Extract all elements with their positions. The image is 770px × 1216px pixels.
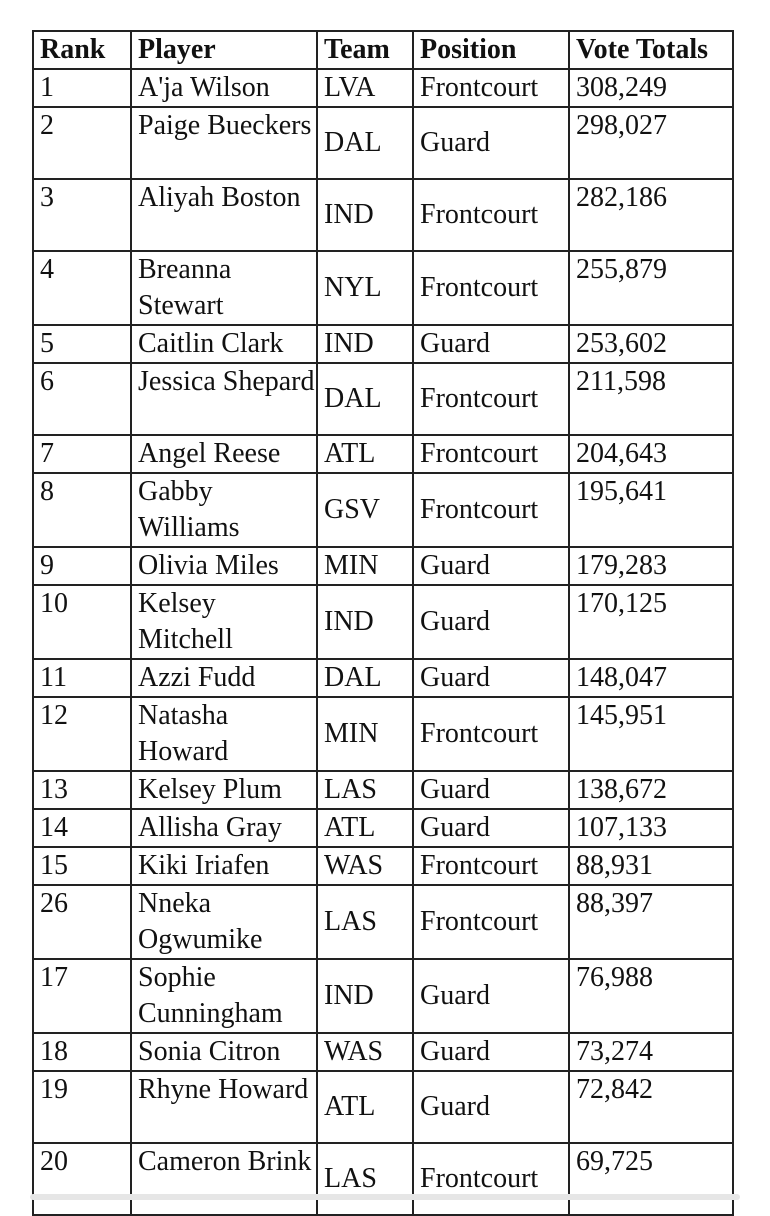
position-cell: Guard bbox=[413, 1071, 569, 1143]
rank-cell: 20 bbox=[33, 1143, 131, 1215]
rank-cell: 9 bbox=[33, 547, 131, 585]
scroll-indicator bbox=[30, 1194, 740, 1200]
table-row bbox=[33, 771, 733, 809]
position-cell: Guard bbox=[413, 771, 569, 809]
vote-total-cell: 76,988 bbox=[569, 959, 733, 1033]
table-row bbox=[33, 363, 733, 435]
table-row bbox=[33, 325, 733, 363]
table-row bbox=[33, 809, 733, 847]
position-cell: Guard bbox=[413, 959, 569, 1033]
header-rank: Rank bbox=[33, 31, 131, 69]
player-cell: Jessica Shepard bbox=[131, 363, 317, 435]
table-row bbox=[33, 69, 733, 107]
player-cell: Allisha Gray bbox=[131, 809, 317, 847]
header-position: Position bbox=[413, 31, 569, 69]
table-row bbox=[33, 1143, 733, 1215]
team-cell: LAS bbox=[317, 771, 413, 809]
team-cell: NYL bbox=[317, 251, 413, 325]
team-cell: LVA bbox=[317, 69, 413, 107]
player-cell: Azzi Fudd bbox=[131, 659, 317, 697]
vote-total-cell: 179,283 bbox=[569, 547, 733, 585]
team-cell: DAL bbox=[317, 107, 413, 179]
position-cell: Guard bbox=[413, 325, 569, 363]
header-team: Team bbox=[317, 31, 413, 69]
table-row bbox=[33, 585, 733, 659]
position-cell: Frontcourt bbox=[413, 847, 569, 885]
table-row bbox=[33, 1033, 733, 1071]
table-row bbox=[33, 107, 733, 179]
rank-cell: 8 bbox=[33, 473, 131, 547]
player-cell: Aliyah Boston bbox=[131, 179, 317, 251]
rank-cell: 14 bbox=[33, 809, 131, 847]
rank-cell: 3 bbox=[33, 179, 131, 251]
rank-cell: 6 bbox=[33, 363, 131, 435]
player-cell: Kelsey Mitchell bbox=[131, 585, 317, 659]
rank-cell: 15 bbox=[33, 847, 131, 885]
position-cell: Frontcourt bbox=[413, 1143, 569, 1215]
vote-total-cell: 138,672 bbox=[569, 771, 733, 809]
position-cell: Frontcourt bbox=[413, 435, 569, 473]
table-row bbox=[33, 1071, 733, 1143]
player-cell: Cameron Brink bbox=[131, 1143, 317, 1215]
team-cell: IND bbox=[317, 585, 413, 659]
rank-cell: 11 bbox=[33, 659, 131, 697]
player-cell: Angel Reese bbox=[131, 435, 317, 473]
position-cell: Frontcourt bbox=[413, 363, 569, 435]
player-cell: Nneka Ogwumike bbox=[131, 885, 317, 959]
vote-total-cell: 298,027 bbox=[569, 107, 733, 179]
player-cell: Kiki Iriafen bbox=[131, 847, 317, 885]
rank-cell: 18 bbox=[33, 1033, 131, 1071]
vote-total-cell: 88,931 bbox=[569, 847, 733, 885]
position-cell: Guard bbox=[413, 1033, 569, 1071]
rank-cell: 1 bbox=[33, 69, 131, 107]
vote-table-container bbox=[32, 30, 732, 1216]
team-cell: MIN bbox=[317, 697, 413, 771]
vote-total-cell: 73,274 bbox=[569, 1033, 733, 1071]
team-cell: WAS bbox=[317, 847, 413, 885]
vote-total-cell: 195,641 bbox=[569, 473, 733, 547]
player-cell: A'ja Wilson bbox=[131, 69, 317, 107]
position-cell: Frontcourt bbox=[413, 179, 569, 251]
position-cell: Guard bbox=[413, 585, 569, 659]
team-cell: ATL bbox=[317, 435, 413, 473]
team-cell: IND bbox=[317, 179, 413, 251]
rank-cell: 17 bbox=[33, 959, 131, 1033]
player-cell: Rhyne Howard bbox=[131, 1071, 317, 1143]
team-cell: LAS bbox=[317, 1143, 413, 1215]
table-row bbox=[33, 659, 733, 697]
rank-cell: 13 bbox=[33, 771, 131, 809]
vote-total-cell: 253,602 bbox=[569, 325, 733, 363]
player-cell: Sophie Cunningham bbox=[131, 959, 317, 1033]
rank-cell: 7 bbox=[33, 435, 131, 473]
vote-total-cell: 308,249 bbox=[569, 69, 733, 107]
vote-total-cell: 282,186 bbox=[569, 179, 733, 251]
position-cell: Frontcourt bbox=[413, 697, 569, 771]
player-cell: Sonia Citron bbox=[131, 1033, 317, 1071]
vote-total-cell: 204,643 bbox=[569, 435, 733, 473]
player-cell: Gabby Williams bbox=[131, 473, 317, 547]
table-row bbox=[33, 959, 733, 1033]
vote-total-cell: 72,842 bbox=[569, 1071, 733, 1143]
team-cell: DAL bbox=[317, 659, 413, 697]
vote-total-cell: 170,125 bbox=[569, 585, 733, 659]
position-cell: Guard bbox=[413, 809, 569, 847]
rank-cell: 19 bbox=[33, 1071, 131, 1143]
position-cell: Guard bbox=[413, 107, 569, 179]
header-player: Player bbox=[131, 31, 317, 69]
team-cell: GSV bbox=[317, 473, 413, 547]
rank-cell: 12 bbox=[33, 697, 131, 771]
team-cell: IND bbox=[317, 959, 413, 1033]
all-star-vote-table bbox=[32, 30, 734, 1216]
table-row bbox=[33, 847, 733, 885]
player-cell: Breanna Stewart bbox=[131, 251, 317, 325]
vote-total-cell: 255,879 bbox=[569, 251, 733, 325]
vote-total-cell: 148,047 bbox=[569, 659, 733, 697]
team-cell: LAS bbox=[317, 885, 413, 959]
vote-total-cell: 145,951 bbox=[569, 697, 733, 771]
player-cell: Kelsey Plum bbox=[131, 771, 317, 809]
table-row bbox=[33, 885, 733, 959]
table-row bbox=[33, 435, 733, 473]
table-row bbox=[33, 179, 733, 251]
vote-total-cell: 88,397 bbox=[569, 885, 733, 959]
position-cell: Frontcourt bbox=[413, 69, 569, 107]
rank-cell: 5 bbox=[33, 325, 131, 363]
table-row bbox=[33, 697, 733, 771]
rank-cell: 26 bbox=[33, 885, 131, 959]
rank-cell: 4 bbox=[33, 251, 131, 325]
team-cell: ATL bbox=[317, 809, 413, 847]
table-header-row bbox=[33, 31, 733, 69]
position-cell: Frontcourt bbox=[413, 251, 569, 325]
team-cell: WAS bbox=[317, 1033, 413, 1071]
table-row bbox=[33, 473, 733, 547]
vote-total-cell: 107,133 bbox=[569, 809, 733, 847]
rank-cell: 10 bbox=[33, 585, 131, 659]
rank-cell: 2 bbox=[33, 107, 131, 179]
player-cell: Caitlin Clark bbox=[131, 325, 317, 363]
table-row bbox=[33, 547, 733, 585]
team-cell: DAL bbox=[317, 363, 413, 435]
team-cell: ATL bbox=[317, 1071, 413, 1143]
position-cell: Frontcourt bbox=[413, 473, 569, 547]
vote-total-cell: 211,598 bbox=[569, 363, 733, 435]
header-vote-totals: Vote Totals bbox=[569, 31, 733, 69]
player-cell: Natasha Howard bbox=[131, 697, 317, 771]
position-cell: Guard bbox=[413, 547, 569, 585]
player-cell: Paige Bueckers bbox=[131, 107, 317, 179]
table-body bbox=[33, 69, 733, 1215]
player-cell: Olivia Miles bbox=[131, 547, 317, 585]
team-cell: IND bbox=[317, 325, 413, 363]
position-cell: Frontcourt bbox=[413, 885, 569, 959]
team-cell: MIN bbox=[317, 547, 413, 585]
table-row bbox=[33, 251, 733, 325]
vote-total-cell: 69,725 bbox=[569, 1143, 733, 1215]
position-cell: Guard bbox=[413, 659, 569, 697]
